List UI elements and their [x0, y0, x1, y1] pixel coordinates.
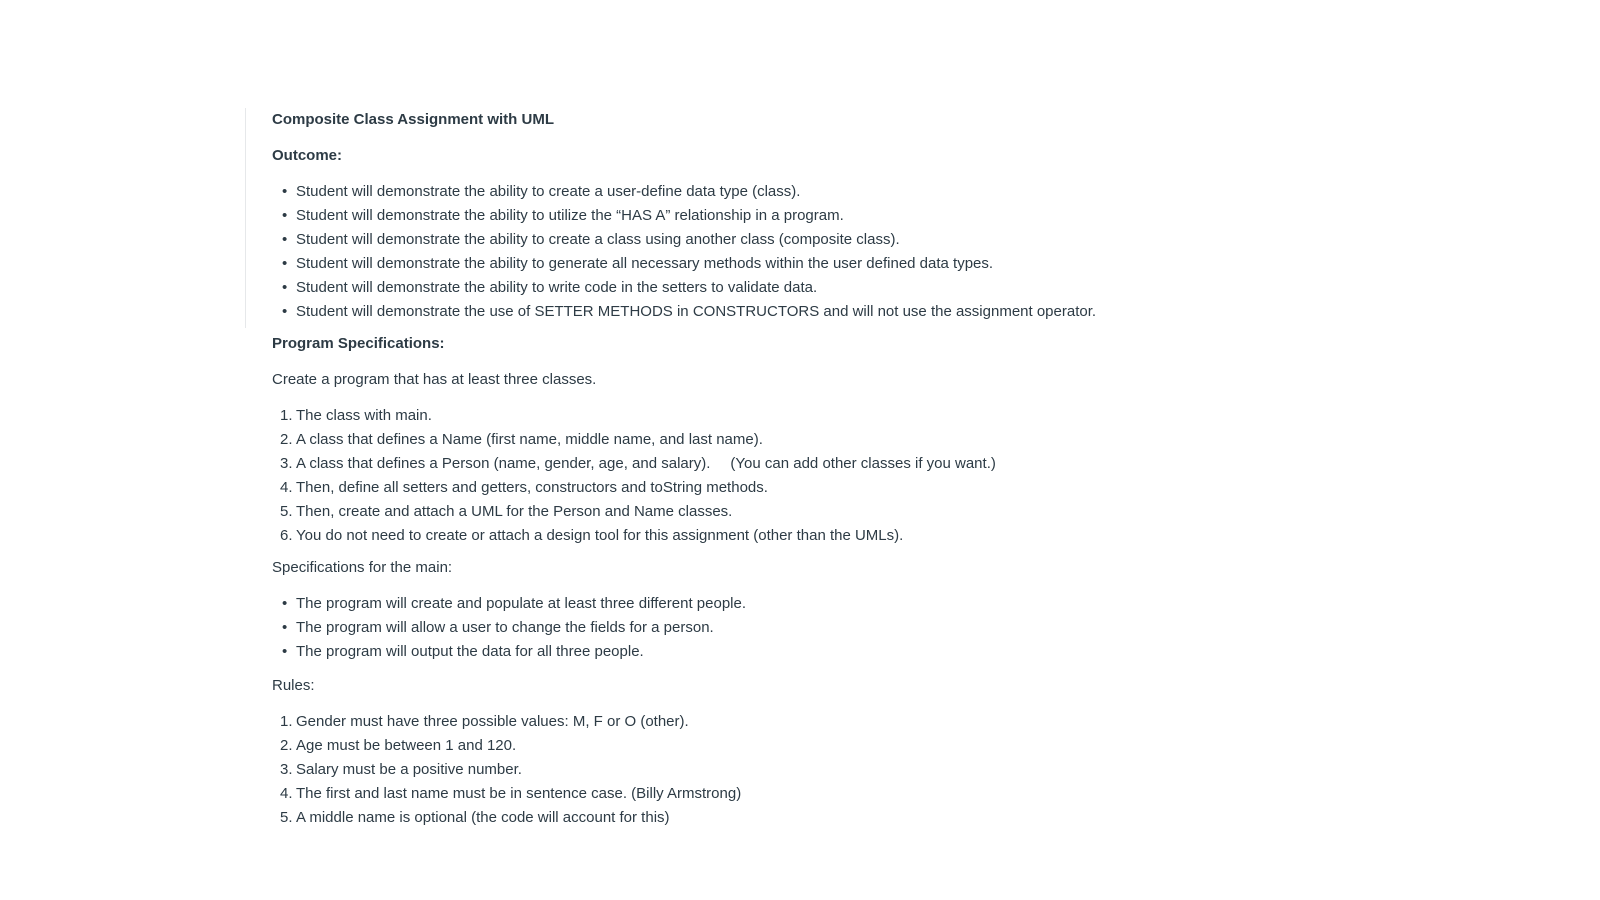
program-specs-heading: Program Specifications:	[272, 335, 445, 352]
program-specs-list	[272, 404, 996, 548]
bullet-icon: •	[282, 595, 288, 612]
list-item: 2. A class that defines a Name (first name, middle name, and last name).	[280, 431, 763, 448]
list-item: • The program will create and populate at least three different people.	[272, 592, 746, 616]
list-item: • The program will output the data for all three people.	[272, 640, 746, 664]
list-item: • Student will demonstrate the ability to utilize the “HAS A” relationship in a program.	[272, 204, 1096, 228]
rules-heading: Rules:	[272, 677, 315, 694]
list-item: • Student will demonstrate the ability to create a user-define data type (class).	[272, 180, 1096, 204]
list-item: 1. The class with main.	[280, 407, 432, 424]
bullet-icon: •	[282, 303, 288, 320]
list-item: 5. A middle name is optional (the code will account for this)	[280, 809, 670, 826]
bullet-icon: •	[282, 255, 288, 272]
blockquote-rule	[245, 108, 246, 328]
list-item: • The program will allow a user to change the fields for a person.	[272, 616, 746, 640]
list-item: • Student will demonstrate the ability to generate all necessary methods within the user defined data types.	[272, 252, 1096, 276]
bullet-icon: •	[282, 619, 288, 636]
rules-list	[272, 710, 741, 830]
outcome-heading: Outcome:	[272, 147, 343, 164]
list-item: • Student will demonstrate the ability to write code in the setters to validate data.	[272, 276, 1096, 300]
bullet-icon: •	[282, 643, 288, 660]
list-item: 5. Then, create and attach a UML for the Person and Name classes.	[280, 503, 733, 520]
main-specs-list	[272, 592, 746, 664]
page-title: Composite Class Assignment with UML	[272, 111, 554, 128]
list-item: 1. Gender must have three possible values: M, F or O (other).	[280, 713, 689, 730]
list-item: 6. You do not need to create or attach a design tool for this assignment (other than the UMLs).	[280, 527, 904, 544]
outcome-list	[272, 180, 1096, 324]
optional-note: (You can add other classes if you want.)	[730, 455, 996, 472]
list-item: 3. Salary must be a positive number.	[280, 761, 522, 778]
bullet-icon: •	[282, 279, 288, 296]
list-item: 4. Then, define all setters and getters, constructors and toString methods.	[280, 479, 768, 496]
main-specs-heading: Specifications for the main:	[272, 559, 453, 576]
program-specs-intro: Create a program that has at least three classes.	[272, 371, 597, 388]
list-item: 3. A class that defines a Person (name, gender, age, and salary). (You can add other classes if you want.)	[280, 455, 996, 472]
bullet-icon: •	[282, 207, 288, 224]
list-item: • Student will demonstrate the ability to create a class using another class (composite class).	[272, 228, 1096, 252]
bullet-icon: •	[282, 183, 288, 200]
list-item: 4. The first and last name must be in sentence case. (Billy Armstrong)	[280, 785, 742, 802]
list-item: • Student will demonstrate the use of SETTER METHODS in CONSTRUCTORS and will not use the assignment operator.	[272, 300, 1096, 324]
list-item: 2. Age must be between 1 and 120.	[280, 737, 517, 754]
bullet-icon: •	[282, 231, 288, 248]
